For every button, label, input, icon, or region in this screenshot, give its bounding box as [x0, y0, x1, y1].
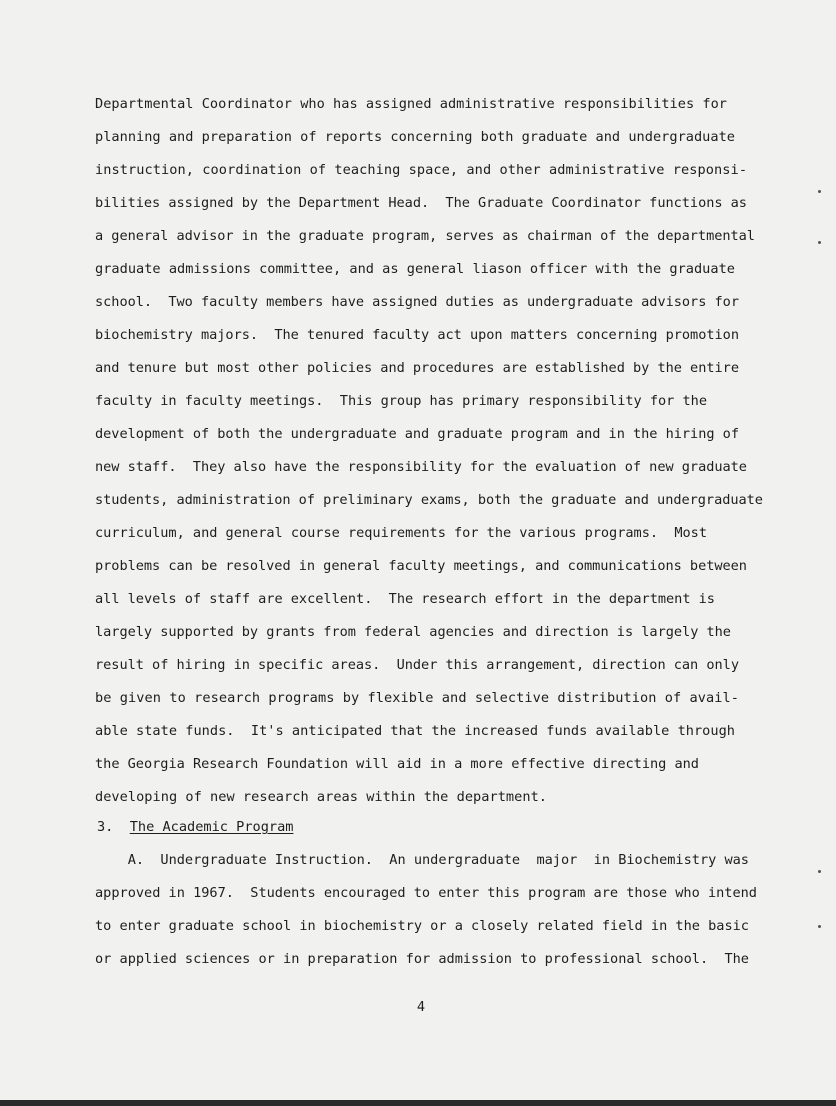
text-line: the Georgia Research Foundation will aid in a more effective directing and — [95, 756, 699, 772]
text-line: bilities assigned by the Department Head. The Graduate Coordinator functions as — [95, 195, 747, 211]
section-number: 3. — [97, 819, 114, 835]
text-line: faculty in faculty meetings. This group has primary responsibility for the — [95, 393, 707, 409]
text-line: new staff. They also have the responsibility for the evaluation of new graduate — [95, 459, 747, 475]
text-line: developing of new research areas within the department. — [95, 789, 548, 805]
section-heading — [97, 819, 293, 835]
text-line: a general advisor in the graduate program, serves as chairman of the departmental — [95, 228, 755, 244]
text-line: school. Two faculty members have assigned duties as undergraduate advisors for — [95, 294, 739, 310]
text-line: or applied sciences or in preparation for admission to professional school. The — [95, 951, 749, 967]
text-line: students, administration of preliminary exams, both the graduate and undergraduate — [95, 492, 763, 508]
text-line: able state funds. It's anticipated that the increased funds available through — [95, 723, 736, 739]
scan-speck — [818, 870, 821, 873]
scan-speck — [818, 190, 821, 193]
text-line: biochemistry majors. The tenured faculty act upon matters concerning promotion — [95, 327, 739, 343]
text-line: all levels of staff are excellent. The research effort in the department is — [95, 591, 715, 607]
text-line: largely supported by grants from federal agencies and direction is largely the — [95, 624, 731, 640]
text-line: approved in 1967. Students encouraged to enter this program are those who intend — [95, 885, 757, 901]
section-title: The Academic Program — [129, 819, 294, 835]
scan-speck — [818, 241, 821, 244]
text-line: result of hiring in specific areas. Under this arrangement, direction can only — [95, 657, 739, 673]
scan-bottom-edge — [0, 1100, 836, 1106]
text-line: be given to research programs by flexible and selective distribution of avail- — [95, 690, 740, 706]
text-line: curriculum, and general course requirements for the various programs. Most — [95, 525, 707, 541]
text-line: problems can be resolved in general faculty meetings, and communications between — [95, 558, 747, 574]
text-line: to enter graduate school in biochemistry or a closely related field in the basic — [95, 918, 749, 934]
text-line: A. Undergraduate Instruction. An undergraduate major in Biochemistry was — [95, 852, 749, 868]
page-number: 4 — [416, 999, 426, 1015]
text-line: Departmental Coordinator who has assigned administrative responsibilities for — [95, 96, 728, 112]
text-line: planning and preparation of reports concerning both graduate and undergraduate — [95, 129, 736, 145]
scan-speck — [818, 925, 821, 928]
text-line: graduate admissions committee, and as general liason officer with the graduate — [95, 261, 736, 277]
text-line: and tenure but most other policies and procedures are established by the entire — [95, 360, 739, 376]
text-line: development of both the undergraduate and graduate program and in the hiring of — [95, 426, 739, 442]
text-line: instruction, coordination of teaching space, and other administrative responsi- — [95, 162, 748, 178]
